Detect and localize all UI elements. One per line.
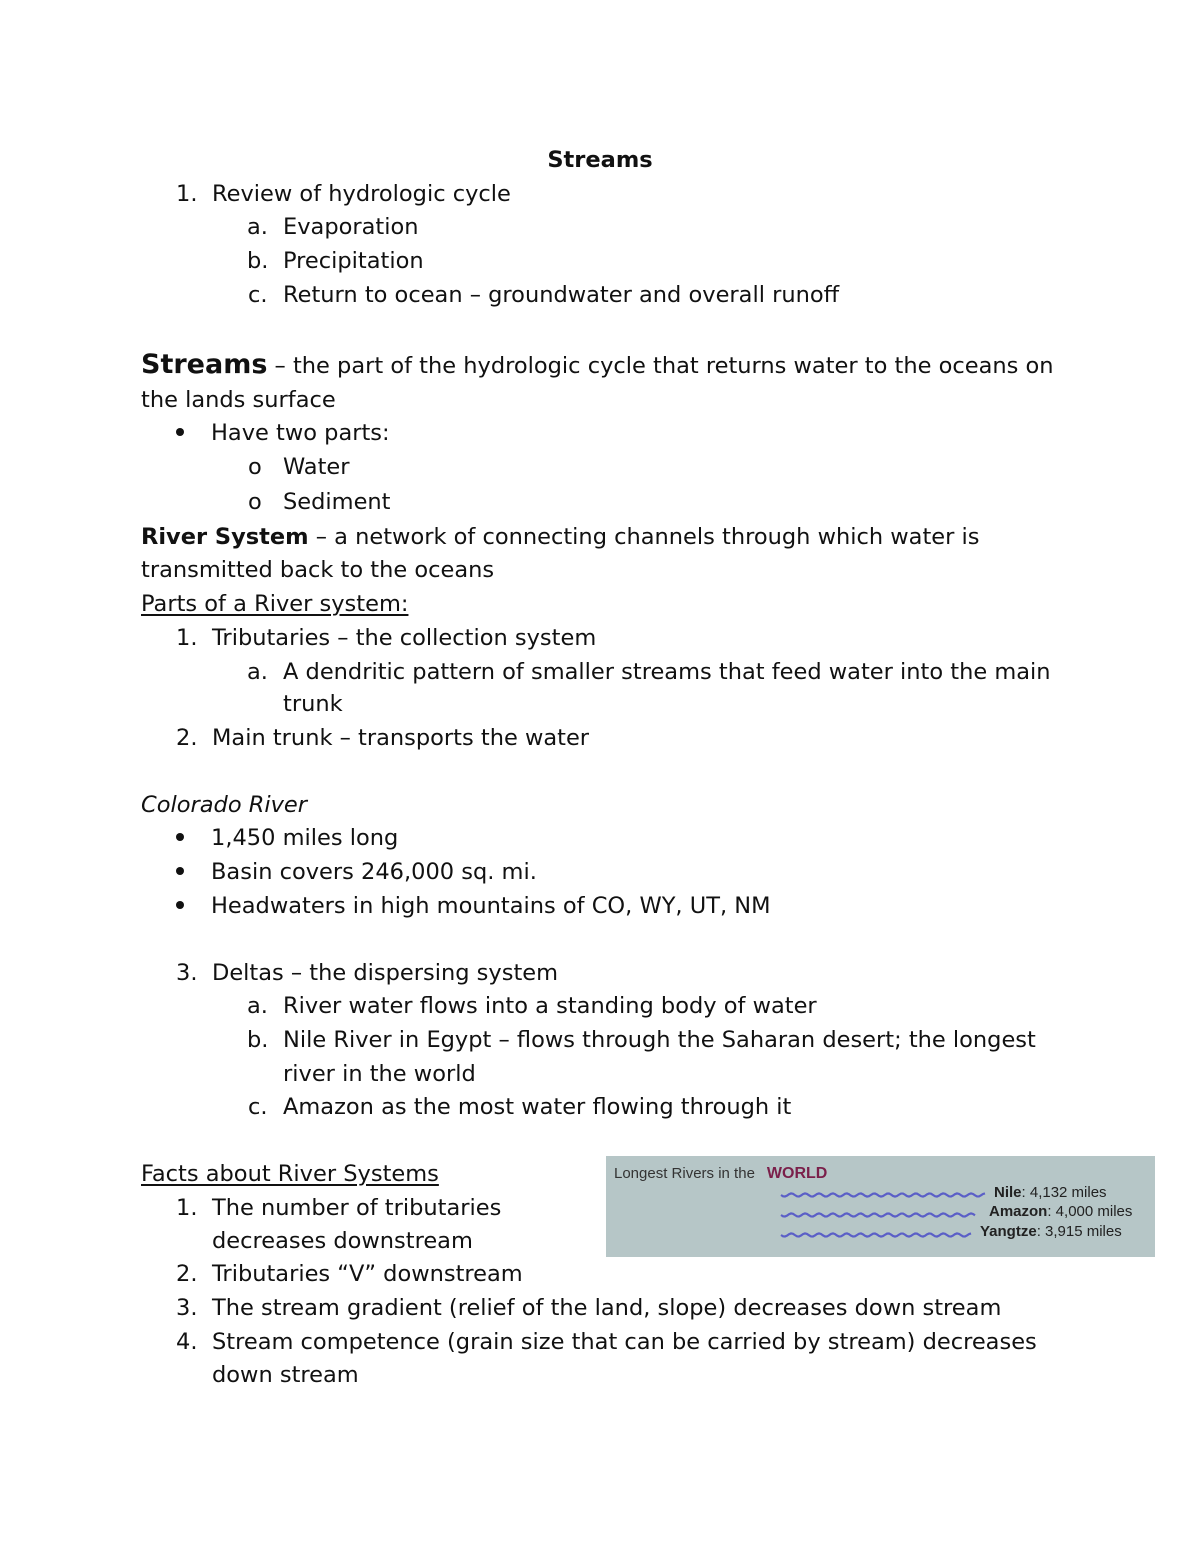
list-letter: b. xyxy=(247,248,269,274)
list-item: Have two parts: xyxy=(211,420,390,446)
list-item-continuation: river in the world xyxy=(283,1061,476,1087)
list-number: 1. xyxy=(176,181,198,207)
streams-definition-text: – the part of the hydrologic cycle that returns water to the oceans on xyxy=(267,353,1054,379)
streams-definition xyxy=(141,351,1054,378)
figure-title-emphasis: WORLD xyxy=(766,1165,828,1182)
river-name: Yangtze xyxy=(980,1223,1037,1240)
circle-bullet-icon: o xyxy=(248,489,262,515)
river-wave-nile xyxy=(781,1193,985,1196)
list-item: Headwaters in high mountains of CO, WY, UT, NM xyxy=(211,893,771,919)
list-number: 3. xyxy=(176,960,198,986)
list-item: Evaporation xyxy=(283,214,419,240)
section-heading: Parts of a River system: xyxy=(141,591,409,617)
list-item: River water flows into a standing body of water xyxy=(283,993,817,1019)
circle-bullet-icon: o xyxy=(248,454,262,480)
list-item: The number of tributaries xyxy=(212,1195,502,1221)
bullet-icon xyxy=(176,901,184,909)
river-value: : 3,915 miles xyxy=(1036,1223,1122,1240)
list-letter: b. xyxy=(247,1027,269,1053)
list-item: 1,450 miles long xyxy=(211,825,399,851)
section-heading: Colorado River xyxy=(141,792,308,818)
list-item: The stream gradient (relief of the land, slope) decreases down stream xyxy=(212,1295,1002,1321)
river-label-nile xyxy=(994,1184,1107,1201)
list-letter: c. xyxy=(248,282,268,308)
list-number: 4. xyxy=(176,1329,198,1355)
river-value: : 4,000 miles xyxy=(1047,1203,1133,1220)
list-number: 2. xyxy=(176,725,198,751)
list-item: Deltas – the dispersing system xyxy=(212,960,559,986)
list-item: Amazon as the most water flowing through it xyxy=(283,1094,792,1120)
list-item: Tributaries – the collection system xyxy=(212,625,597,651)
list-number: 3. xyxy=(176,1295,198,1321)
river-value: : 4,132 miles xyxy=(1021,1184,1107,1201)
streams-term: Streams xyxy=(141,349,268,380)
list-item: Nile River in Egypt – flows through the Saharan desert; the longest xyxy=(283,1027,1036,1053)
list-item-continuation: down stream xyxy=(212,1362,359,1388)
list-item: Basin covers 246,000 sq. mi. xyxy=(211,859,537,885)
figure-title-prefix: Longest Rivers in the xyxy=(614,1165,755,1182)
list-item: A dendritic pattern of smaller streams that feed water into the main xyxy=(283,659,1051,685)
list-number: 1. xyxy=(176,1195,198,1221)
list-item: Tributaries “V” downstream xyxy=(212,1261,523,1287)
river-name: Amazon xyxy=(989,1203,1048,1220)
list-item: Stream competence (grain size that can be carried by stream) decreases xyxy=(212,1329,1037,1355)
bullet-icon xyxy=(176,833,184,841)
list-number: 1. xyxy=(176,625,198,651)
river-wave-amazon xyxy=(781,1213,975,1216)
list-number: 2. xyxy=(176,1261,198,1287)
river-system-definition xyxy=(141,526,980,549)
list-item: Water xyxy=(283,454,350,480)
river-name: Nile xyxy=(994,1184,1022,1201)
list-item: Review of hydrologic cycle xyxy=(212,181,511,207)
list-letter: c. xyxy=(248,1094,268,1120)
river-wave-yangtze xyxy=(781,1233,971,1236)
river-system-definition-line2: transmitted back to the oceans xyxy=(141,557,495,583)
bullet-icon xyxy=(176,867,184,875)
list-item: Main trunk – transports the water xyxy=(212,725,590,751)
river-system-term: River System xyxy=(141,524,309,550)
list-letter: a. xyxy=(247,214,268,240)
longest-rivers-figure xyxy=(606,1156,1155,1257)
streams-definition-line2: the lands surface xyxy=(141,387,336,413)
bullet-icon xyxy=(176,428,184,436)
list-letter: a. xyxy=(247,659,268,685)
list-item: Return to ocean – groundwater and overall runoff xyxy=(283,282,840,308)
section-heading: Facts about River Systems xyxy=(141,1161,439,1187)
list-letter: a. xyxy=(247,993,268,1019)
river-label-yangtze xyxy=(980,1223,1122,1240)
page-title: Streams xyxy=(547,147,653,173)
list-item-continuation: trunk xyxy=(283,691,343,717)
list-item: Precipitation xyxy=(283,248,424,274)
river-system-definition-text: – a network of connecting channels through which water is xyxy=(308,524,980,550)
list-item-continuation: decreases downstream xyxy=(212,1228,473,1254)
river-label-amazon xyxy=(989,1203,1132,1220)
list-item: Sediment xyxy=(283,489,391,515)
